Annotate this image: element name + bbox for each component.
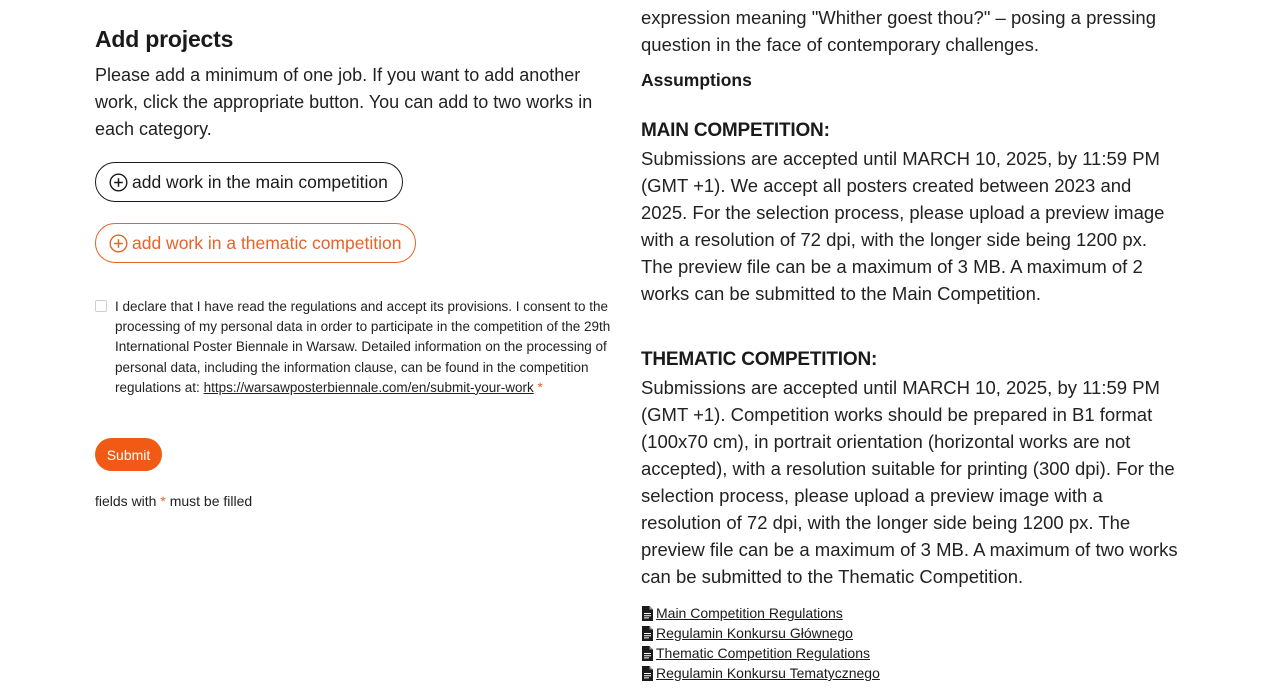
- document-icon: [641, 606, 654, 621]
- main-competition-text: Submissions are accepted until MARCH 10, 2025, by 11:59 PM (GMT +1). We accept all posters created between 2023 and 2025. For the selection process, please upload a preview image with a resolution of 72 dpi, with the longer side being 1200 px. The preview file can be a maximum of 3 MB. A maximum of 2 works can be submitted to the Main Competition.: [641, 148, 1165, 304]
- main-competition-heading: MAIN COMPETITION:: [641, 120, 830, 141]
- document-link-thematic-regulations[interactable]: [641, 643, 880, 663]
- required-marker: *: [537, 379, 543, 395]
- consent-text: [115, 297, 620, 398]
- document-icon: [641, 626, 654, 641]
- plus-circle-icon: [109, 234, 128, 253]
- regulations-documents: [641, 603, 880, 683]
- thematic-competition-text: Submissions are accepted until MARCH 10, 2025, by 11:59 PM (GMT +1). Competition works should be prepared in B1 format (100x70 cm), in portrait orientation (horizontal works are not accepted), with a resolution suitable for printing (300 dpi). For the selection process, please upload a preview image with a resolution of 72 dpi, with the longer side being 1200 px. The preview file can be a maximum of 3 MB. A maximum of two works can be submitted to the Thematic Competition.: [641, 377, 1178, 587]
- document-link-main-regulations-pl[interactable]: [641, 623, 880, 643]
- add-main-competition-label: add work in the main competition: [132, 171, 388, 192]
- plus-circle-icon: [109, 173, 128, 192]
- document-link-label: Thematic Competition Regulations: [656, 645, 870, 661]
- intro-continuation: expression meaning "Whither goest thou?" – posing a pressing question in the face of contemporary challenges.: [641, 7, 1156, 55]
- required-fields-note: [95, 493, 252, 509]
- submit-button[interactable]: Submit: [95, 438, 162, 471]
- add-thematic-competition-button[interactable]: [95, 223, 416, 263]
- document-link-label: Regulamin Konkursu Głównego: [656, 625, 853, 641]
- document-link-label: Main Competition Regulations: [656, 605, 843, 621]
- form-intro: Please add a minimum of one job. If you want to add another work, click the appropriate button. You can add to two works in each category.: [95, 65, 593, 139]
- consent-block: [95, 297, 620, 398]
- document-link-main-regulations[interactable]: [641, 603, 880, 623]
- consent-statement: I declare that I have read the regulations and accept its provisions. I consent to the processing of my personal data in order to participate in the competition of the 29th International Poster Biennale in Warsaw. Detailed information on the processing of personal data, including the information clause, can be found in the competition regulations at:: [115, 299, 611, 395]
- fields-note-suffix: must be filled: [169, 493, 253, 509]
- document-icon: [641, 646, 654, 661]
- add-main-competition-button[interactable]: [95, 162, 403, 202]
- consent-checkbox[interactable]: [95, 300, 107, 312]
- add-thematic-competition-label: add work in a thematic competition: [132, 232, 402, 253]
- thematic-competition-heading: THEMATIC COMPETITION:: [641, 349, 878, 370]
- required-marker: *: [160, 493, 166, 509]
- form-title: Add projects: [95, 26, 234, 52]
- regulations-link[interactable]: https://warsawposterbiennale.com/en/submit-your-work: [203, 379, 534, 395]
- fields-note-prefix: fields with: [95, 493, 157, 509]
- document-link-thematic-regulations-pl[interactable]: [641, 663, 880, 683]
- assumptions-heading: Assumptions: [641, 70, 752, 90]
- document-icon: [641, 666, 654, 681]
- document-link-label: Regulamin Konkursu Tematycznego: [656, 665, 880, 681]
